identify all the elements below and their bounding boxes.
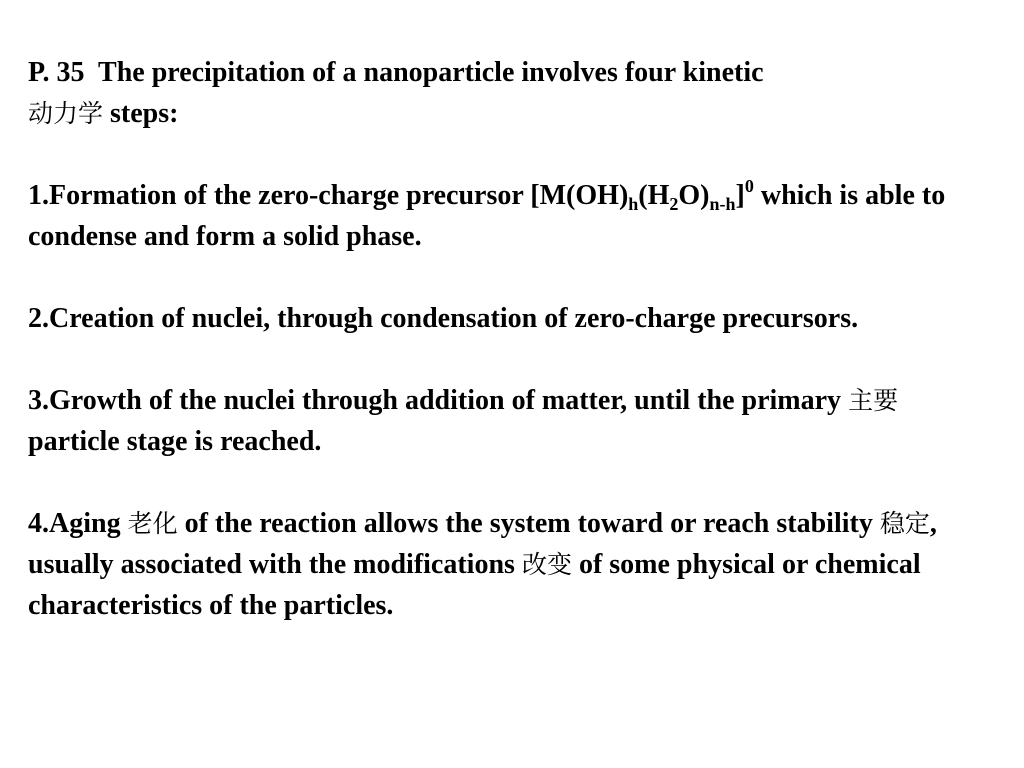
- step-4-text-a: 4.Aging: [28, 508, 128, 539]
- step-3-chinese-primary: 主要: [848, 386, 899, 415]
- slide-title: [28, 52, 988, 134]
- step-4-chinese-aging: 老化: [127, 509, 178, 538]
- step-4-chinese-stability: 稳定: [879, 509, 930, 538]
- slide-content: [28, 52, 988, 667]
- step-4-text-d: of some physical or chemical characteristics of the particles.: [28, 549, 921, 621]
- step-3-text-a: 3.Growth of the nuclei through addition of matter, until the primary: [28, 385, 849, 416]
- step-1-text-d: ]: [735, 180, 745, 211]
- subscript-h: h: [628, 194, 639, 214]
- step-1-text-c: O): [678, 180, 710, 211]
- step-3: [28, 380, 988, 462]
- title-chinese-kinetic: 动力学: [28, 99, 104, 128]
- superscript-0: 0: [744, 176, 754, 196]
- title-text: P. 35 The precipitation of a nanoparticle involves four kinetic: [28, 57, 764, 88]
- step-2: [28, 298, 988, 339]
- step-1-text-a: 1.Formation of the zero-charge precursor [M(OH): [28, 180, 629, 211]
- step-4: [28, 503, 988, 626]
- step-4-chinese-modifications: 改变: [521, 550, 572, 579]
- subscript-n-h: n-h: [709, 194, 736, 214]
- step-1: [28, 175, 988, 257]
- title-suffix: steps:: [103, 98, 179, 129]
- step-3-text-b: particle stage is reached.: [28, 426, 322, 457]
- step-2-text: 2.Creation of nuclei, through condensation of zero-charge precursors.: [28, 303, 859, 334]
- step-1-text-e: which is able to condense and form a solid phase.: [28, 180, 946, 252]
- step-4-text-b: of the reaction allows the system toward or reach stability: [177, 508, 880, 539]
- subscript-2: 2: [669, 194, 679, 214]
- step-1-text-b: (H: [638, 180, 670, 211]
- step-4-text-c: , usually associated with the modifications: [28, 508, 937, 580]
